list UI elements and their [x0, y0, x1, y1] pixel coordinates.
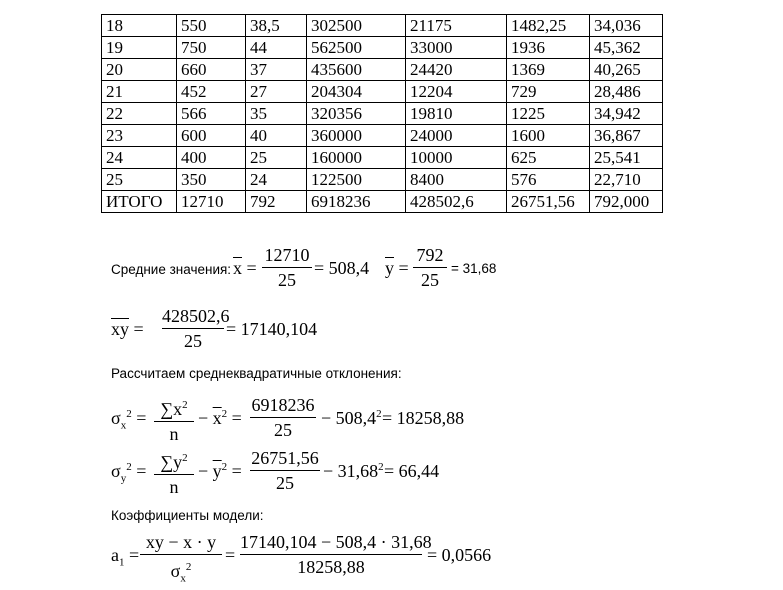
table-cell: 10000 [406, 147, 507, 169]
xy-mean-fraction: 428502,6 25 [162, 306, 230, 351]
table-cell: 400 [177, 147, 246, 169]
sigma-y-value-fraction: 26751,56 25 [251, 448, 319, 493]
table-cell: 20 [102, 59, 177, 81]
table-cell: 435600 [307, 59, 406, 81]
table-cell: 44 [246, 37, 307, 59]
table-total-row [102, 191, 663, 213]
table-cell: 25 [102, 169, 177, 191]
table-cell: 160000 [307, 147, 406, 169]
table-cell: 24420 [406, 59, 507, 81]
table-cell: 1225 [507, 103, 590, 125]
y-mean-lhs: $\overline{y}$ = [385, 258, 409, 278]
table-cell: 25 [246, 147, 307, 169]
table-cell: 34,036 [590, 15, 663, 37]
xy-mean-lhs: $\overline{xy}$ = [111, 319, 144, 339]
a1-formula-fraction: xy − x · y $\sigma_x^2$ [140, 531, 222, 590]
y-mean-result: = 31,68 [451, 261, 497, 276]
sigma-x-result: = 18258,88 [382, 408, 465, 428]
table-cell: 360000 [307, 125, 406, 147]
x-mean-lhs: $\overline{x}$ = [233, 258, 257, 278]
table-row [102, 37, 663, 59]
table-cell: 204304 [307, 81, 406, 103]
table-cell: 19810 [406, 103, 507, 125]
a1-lhs: $a_1$ = [111, 545, 140, 569]
table-cell: 792,000 [590, 191, 663, 213]
table-cell: 22,710 [590, 169, 663, 191]
a1-result: = 0,0566 [427, 545, 492, 565]
table-cell: 1600 [507, 125, 590, 147]
table-cell: 19 [102, 37, 177, 59]
data-table [101, 14, 663, 213]
sigma-y-sum-fraction: $\sum y^2$ n [154, 447, 194, 498]
table-cell: 1482,25 [507, 15, 590, 37]
sigma-y-result: = 66,44 [384, 461, 440, 481]
table-cell: 12204 [406, 81, 507, 103]
table-row [102, 169, 663, 191]
table-cell: 37 [246, 59, 307, 81]
table-cell: 21175 [406, 15, 507, 37]
table-cell: 729 [507, 81, 590, 103]
table-cell: ИТОГО [102, 191, 177, 213]
table-cell: 22 [102, 103, 177, 125]
table-cell: 792 [246, 191, 307, 213]
a1-value-fraction: 17140,104 − 508,4 · 31,68 18258,88 [240, 532, 432, 577]
table-cell: 40 [246, 125, 307, 147]
y-mean-fraction: 792 25 [413, 244, 447, 291]
xy-mean-result: = 17140,104 [226, 319, 318, 339]
table-cell: 350 [177, 169, 246, 191]
means-label: Средние значения: [111, 262, 232, 277]
sigma-y-minus-mean: − $\overline{y}^2$ = [198, 461, 242, 481]
table-cell: 38,5 [246, 15, 307, 37]
sigma-x-tail: − $508,4^2$ [321, 408, 382, 428]
table-row [102, 59, 663, 81]
table-cell: 660 [177, 59, 246, 81]
table-cell: 24 [102, 147, 177, 169]
table-cell: 600 [177, 125, 246, 147]
table-cell: 1936 [507, 37, 590, 59]
coef-label: Коэффициенты модели: [111, 508, 264, 523]
table-cell: 33000 [406, 37, 507, 59]
table-cell: 25,541 [590, 147, 663, 169]
table-row [102, 15, 663, 37]
x-mean-result: = 508,4 [314, 258, 370, 278]
table-cell: 8400 [406, 169, 507, 191]
table-cell: 35 [246, 103, 307, 125]
table-row [102, 147, 663, 169]
table-cell: 18 [102, 15, 177, 37]
table-row [102, 125, 663, 147]
table-cell: 23 [102, 125, 177, 147]
sigma-y-lhs: $\sigma_y^2$ = [111, 461, 147, 485]
table-cell: 625 [507, 147, 590, 169]
table-cell: 24 [246, 169, 307, 191]
document-page: 18 550 38,5 302500 21175 1482,25 34,036 19 750 44 562500 33000 1936 45,362 20 660 37 435600 24420 1369 40,265 21 452 27 204304 12204 729 28,486 22 566 35 320356 19810 1225 34,942 23 600 40 360000 24000 1600 36,867 24 400 25 160000 10000 625 25,541 25 350 24 122500 8400 576 22,710 ИТОГО 12710 792 6918236 428502,6 26751,56 792,000 Средние значения: $\overline{x}$ = 12710 25 = 508,4 $\overline{y}$ = 792 25 = 31,68 $\overline{xy}$ = 428502,6 25 = 17140,104 Рассчитаем среднеквадратичные отклонения: $\sigma_x^2$ = $\sum x^2$ n − $\overline{x}^2$ = 6918236 25 − $508,4^2$ = 18258,88 $\sigma_y^2$ = $\sum y^2$ n − $\overline{y}^2$ = 26751,56 25 − $31,68^2$ = 66,44 Коэффициенты модели: $a_1$ = xy − x · y $\sigma_x^2$ = 17140,104 − 508,4 · 31,68 18258,88 = 0,0566 [0, 0, 783, 583]
table-cell: 550 [177, 15, 246, 37]
table-cell: 320356 [307, 103, 406, 125]
table-cell: 428502,6 [406, 191, 507, 213]
table-cell: 24000 [406, 125, 507, 147]
table-cell: 26751,56 [507, 191, 590, 213]
table-cell: 27 [246, 81, 307, 103]
x-mean-fraction: 12710 25 [262, 244, 312, 291]
sigma-x-lhs: $\sigma_x^2$ = [111, 408, 147, 432]
stddev-label: Рассчитаем среднеквадратичные отклонения: [111, 366, 402, 381]
sigma-x-value-fraction: 6918236 25 [251, 395, 315, 440]
table-cell: 6918236 [307, 191, 406, 213]
table-cell: 750 [177, 37, 246, 59]
table-cell: 21 [102, 81, 177, 103]
table-cell: 302500 [307, 15, 406, 37]
table-cell: 45,362 [590, 37, 663, 59]
table-cell: 576 [507, 169, 590, 191]
table-cell: 566 [177, 103, 246, 125]
sigma-x-minus-mean: − $\overline{x}^2$ = [198, 408, 242, 428]
table-cell: 562500 [307, 37, 406, 59]
table-cell: 36,867 [590, 125, 663, 147]
table-cell: 40,265 [590, 59, 663, 81]
table-cell: 1369 [507, 59, 590, 81]
table-cell: 122500 [307, 169, 406, 191]
table-cell: 452 [177, 81, 246, 103]
table-cell: 28,486 [590, 81, 663, 103]
table-row [102, 103, 663, 125]
sigma-y-tail: − $31,68^2$ [323, 461, 384, 481]
table-cell: 12710 [177, 191, 246, 213]
sigma-x-sum-fraction: $\sum x^2$ n [154, 394, 194, 445]
table-cell: 34,942 [590, 103, 663, 125]
table-row [102, 81, 663, 103]
